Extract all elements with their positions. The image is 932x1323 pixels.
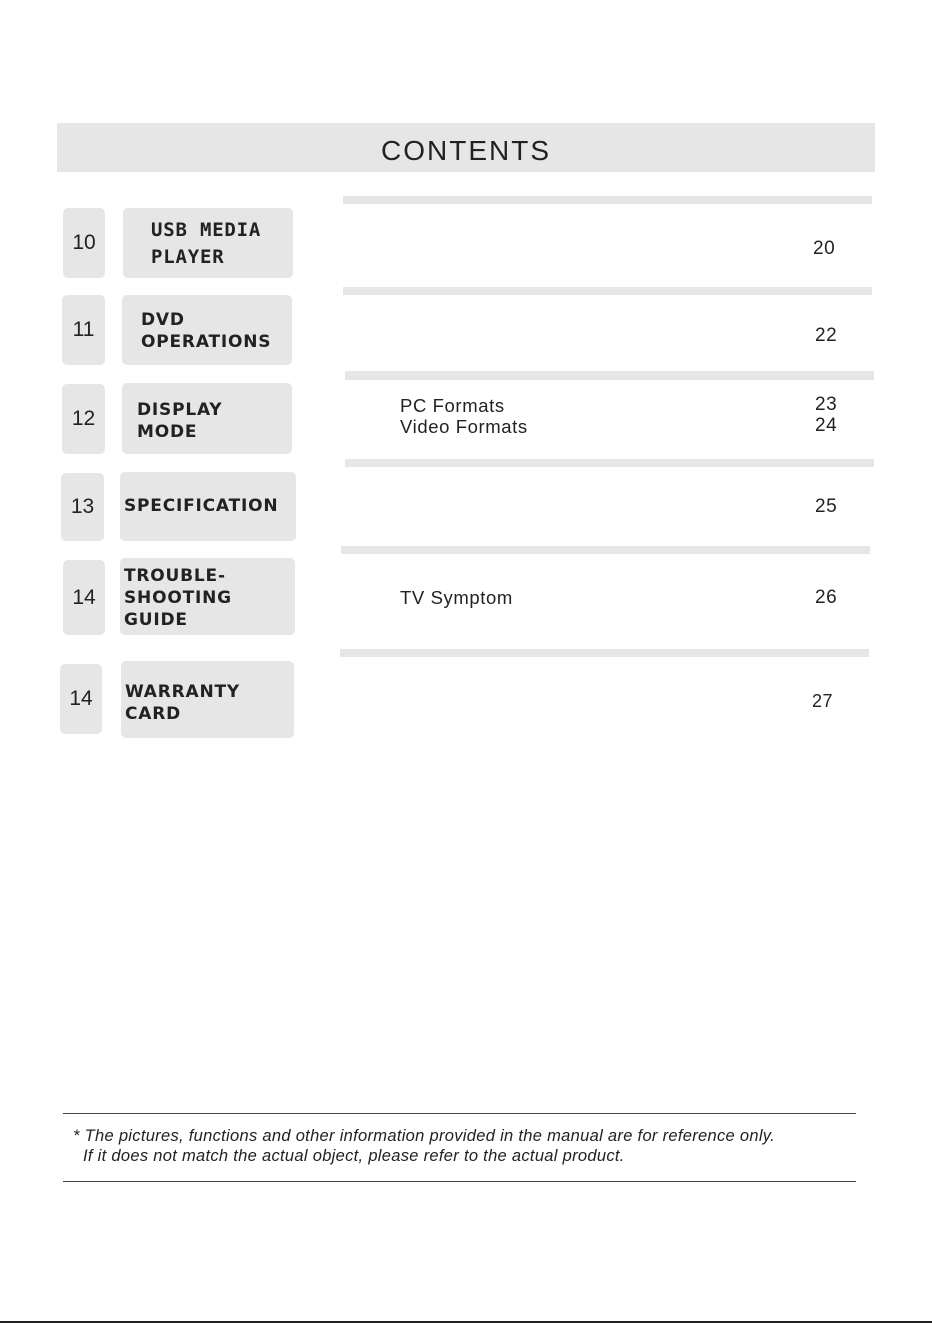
section-divider bbox=[345, 459, 874, 467]
page-number: 25 bbox=[815, 496, 838, 517]
page-title: CONTENTS bbox=[381, 135, 551, 166]
section-label-warranty-card: WARRANTY CARD bbox=[121, 661, 294, 738]
section-divider bbox=[340, 649, 869, 657]
footnote-bottom-rule bbox=[63, 1181, 856, 1182]
page-number: 24 bbox=[815, 415, 838, 436]
section-divider bbox=[345, 371, 874, 380]
page-number: 22 bbox=[815, 325, 838, 346]
section-label-troubleshooting-guide: TROUBLE- SHOOTING GUIDE bbox=[120, 558, 295, 635]
section-number: 12 bbox=[62, 384, 105, 454]
toc-entry-pc-formats: PC Formats bbox=[400, 395, 505, 416]
toc-entry-tv-symptom: TV Symptom bbox=[400, 587, 513, 608]
footnote-top-rule bbox=[63, 1113, 856, 1114]
section-label-dvd-operations: DVD OPERATIONS bbox=[122, 295, 292, 365]
section-label-specification: SPECIFICATION bbox=[120, 472, 296, 541]
footnote bbox=[73, 1126, 775, 1166]
section-label-display-mode: DISPLAY MODE bbox=[122, 383, 292, 454]
contents-header bbox=[57, 123, 875, 172]
section-number: 13 bbox=[61, 473, 104, 541]
page-number: 27 bbox=[812, 691, 834, 711]
section-number: 11 bbox=[62, 295, 105, 365]
section-divider bbox=[341, 546, 870, 554]
footnote-line-1: * The pictures, functions and other information provided in the manual are for reference only. bbox=[73, 1127, 776, 1145]
page-number: 26 bbox=[815, 587, 838, 608]
section-number: 14 bbox=[60, 664, 102, 734]
page-number: 23 bbox=[815, 394, 838, 415]
section-divider bbox=[343, 196, 872, 204]
section-divider bbox=[343, 287, 872, 295]
section-label-usb-media-player: USB MEDIA PLAYER bbox=[123, 208, 293, 278]
page-number: 20 bbox=[813, 238, 836, 259]
footnote-line-2: If it does not match the actual object, please refer to the actual product. bbox=[83, 1147, 625, 1165]
toc-entry-video-formats: Video Formats bbox=[400, 416, 528, 437]
section-number: 14 bbox=[63, 560, 105, 635]
section-number: 10 bbox=[63, 208, 105, 278]
